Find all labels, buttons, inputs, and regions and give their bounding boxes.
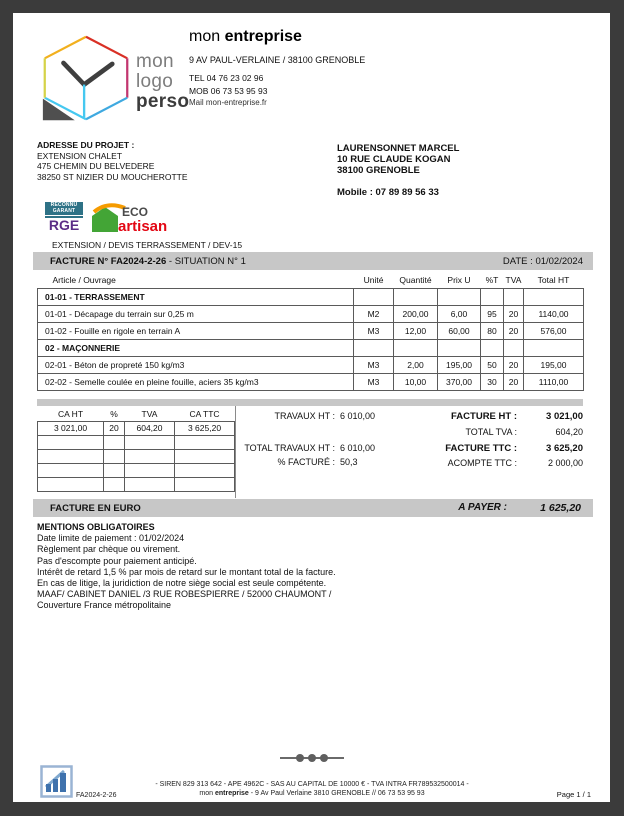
company-block [189,28,489,107]
footer-invoice-reference: FA2024-2-26 [76,792,117,799]
table-section-row: 01-01 - TERRASSEMENT [38,288,584,305]
items-table-header [38,272,584,288]
summary-vertical-divider [235,406,236,498]
footer-legal-line-2: mon entreprise - 9 Av Paul Verlaine 3810 GRENOBLE // 06 73 53 95 93 [199,790,425,797]
mentions-line: En cas de litige, la juridiction de notre siège social est seule compétente. [37,578,327,589]
client-address-line: 10 RUE CLAUDE KOGAN [337,154,451,165]
amount-due-value: 1 625,20 [540,502,581,514]
client-mobile: Mobile : 07 89 89 56 33 [337,187,439,198]
progress-summary-line: % FACTURÉ : 50,3 [277,457,358,467]
dot-icon [296,754,304,762]
column-header: TVA [141,408,158,419]
table-row: 01-02 - Fouille en rigole en terrain A M3 12,00 60,00 80 20 576,00 [38,322,584,339]
progress-summary-line: TOTAL TRAVAUX HT : 6 010,00 [244,443,376,453]
rge-word-reconnu: RECONNU [50,202,78,208]
amount-due-label: A PAYER : [458,502,507,513]
vat-row [38,435,235,449]
logo-word-2: logo [136,71,174,92]
table-separator-bar [37,399,583,406]
mentions-title: MENTIONS OBLIGATOIRES [37,522,155,532]
rge-word-garant: GARANT [52,207,76,214]
project-address-title: ADRESSE DU PROJET : [37,140,135,150]
footer-legal-text [112,780,512,798]
project-address-line: 38250 ST NIZIER DU MOUCHEROTTE [37,171,188,182]
column-header: %T [485,274,499,285]
artisan-text: artisan [118,218,168,235]
table-row: 02-01 - Béton de propreté 150 kg/m3 M3 2,00 195,00 50 20 195,00 [38,356,584,373]
table-section-row: 02 - MAÇONNERIE [38,339,584,356]
column-header: CA HT [57,408,84,419]
total-line-facture-ht: FACTURE HT : 3 021,00 [451,411,583,422]
page-number: Page 1 / 1 [556,790,591,799]
vat-row [38,449,235,463]
eco-text: ECO [122,205,149,219]
company-mobile: MOB 06 73 53 95 93 [189,85,268,96]
invoice-situation: - SITUATION N° 1 [166,255,246,267]
company-email: Mail mon-entreprise.fr [189,98,267,107]
company-name-regular: mon [189,28,225,45]
client-name: LAURENSONNET MARCEL [337,143,460,154]
client-address-line: 38100 GRENOBLE [337,165,420,176]
amount-due [458,502,581,514]
column-header: Unité [363,274,384,285]
vat-row [38,477,235,491]
items-table [37,272,584,391]
invoice-title-bar [33,252,593,270]
invoice-date: DATE : 01/02/2024 [502,255,583,267]
logo-word-3: perso [136,91,190,112]
vat-table-header [38,407,235,421]
footer-dots-divider [280,753,344,763]
footer-logo-icon [40,765,73,798]
company-logo-hexagon-icon [41,33,131,123]
progress-summary-line: TRAVAUX HT : 6 010,00 [274,411,376,421]
invoice-number: FACTURE N° FA2024-2-26 [50,255,167,267]
rge-logo-text: RGE [48,217,80,233]
legal-mentions-block [37,522,336,612]
vat-row: 3 021,00 20 604,20 3 625,20 [38,421,235,435]
company-address: 9 AV PAUL-VERLAINE / 38100 GRENOBLE [189,55,366,65]
column-header: % [110,408,118,419]
column-header: Total HT [537,274,570,285]
mentions-line: Date limite de paiement : 01/02/2024 [37,533,185,544]
eco-artisan-logo [89,203,177,235]
invoice-subject: EXTENSION / DEVIS TERRASSEMENT / DEV-15 [52,240,243,250]
invoice-page [13,13,610,802]
vat-recap-table [37,407,235,492]
column-header: TVA [505,274,522,285]
client-address-block [337,143,459,198]
project-address-block [37,140,188,182]
footer-legal-line-1: - SIREN 829 313 642 - APE 4962C - SAS AU CAPITAL DE 10000 € - TVA INTRA FR789532500014 - [155,781,469,788]
table-row: 01-01 - Décapage du terrain sur 0,25 m M2 200,00 6,00 95 20 1140,00 [38,305,584,322]
mentions-line: Règlement par chèque ou virement. [37,544,181,555]
currency-label: FACTURE EN EURO [50,502,141,514]
column-header: Article / Ouvrage [52,274,116,285]
column-header: Prix U [447,274,471,285]
mentions-line: Pas d'escompte pour paiement anticipé. [37,555,197,566]
column-header: CA TTC [189,408,220,419]
company-name-bold: entreprise [224,28,302,45]
mentions-line: MAAF/ CABINET DANIEL /3 RUE ROBESPIERRE / 52000 CHAUMONT / [37,589,332,600]
logo-word-1: mon [136,51,174,72]
company-phone: TEL 04 76 23 02 96 [189,73,264,83]
table-row: 02-02 - Semelle coulée en pleine fouille, aciers 35 kg/m3 M3 10,00 370,00 30 20 1110,00 [38,373,584,390]
invoice-number-title [50,256,246,267]
total-line-facture-ttc: FACTURE TTC : 3 625,20 [445,443,583,454]
project-address-line: 475 CHEMIN DU BELVEDERE [37,161,155,172]
dot-icon [308,754,316,762]
project-address-line: EXTENSION CHALET [37,150,123,161]
company-name [189,28,489,46]
vat-row [38,463,235,477]
logo-wordmark [136,52,189,112]
dot-icon [320,754,328,762]
column-header: Quantité [399,274,432,285]
mentions-line: Intérêt de retard 1,5 % par mois de retard sur le montant total de la facture. [37,566,336,577]
rge-logo-top [45,202,83,215]
rge-certification-logo [45,202,83,233]
total-line-total-tva: TOTAL TVA : 604,20 [465,427,583,437]
total-line-acompte-ttc: ACOMPTE TTC : 2 000,00 [447,458,583,468]
mentions-line: Couverture France métropolitaine [37,600,172,611]
amount-due-bar [33,499,593,517]
